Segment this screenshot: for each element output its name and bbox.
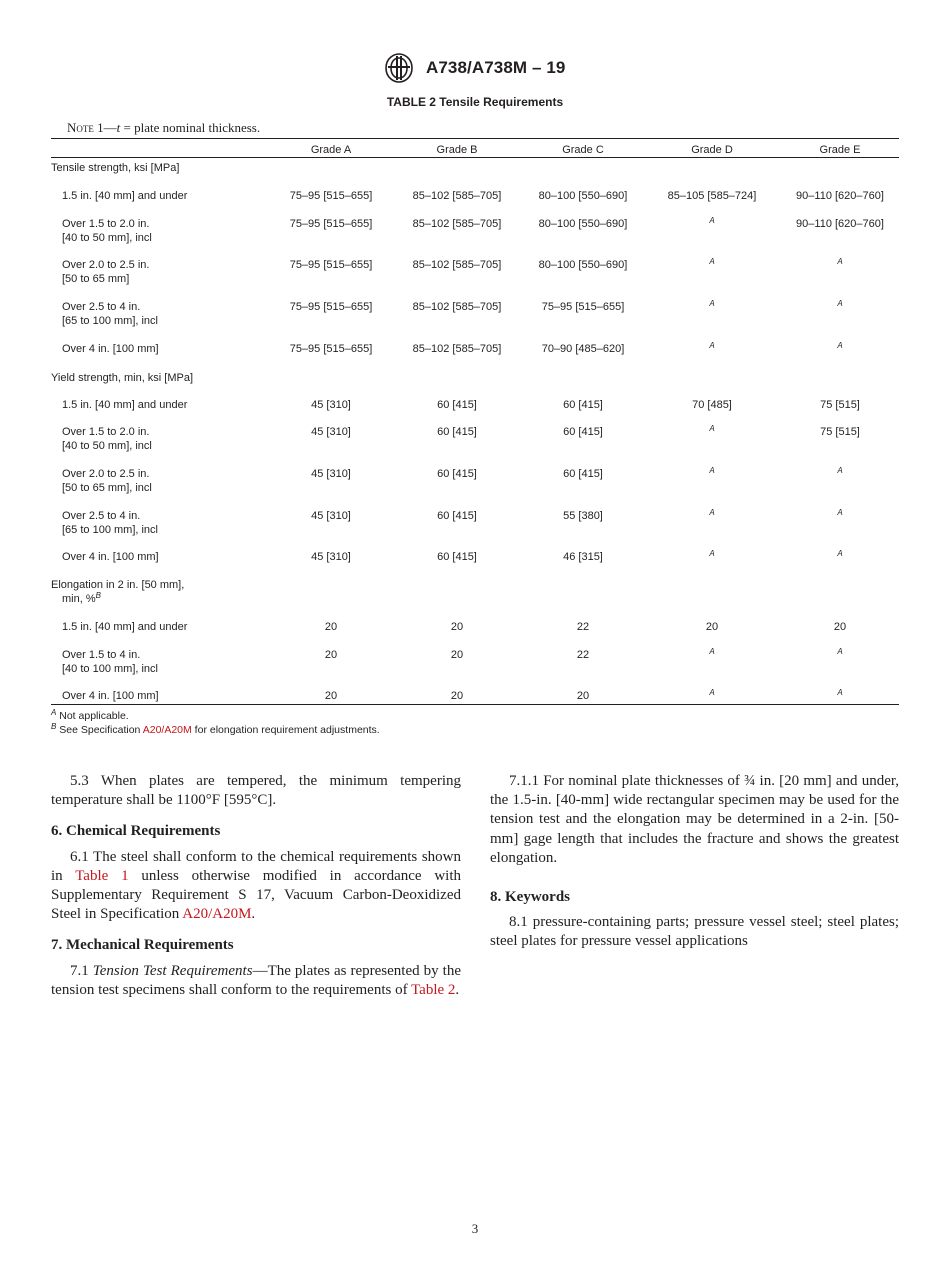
table-cell: 20 — [324, 621, 338, 633]
row-label-line2: [40 to 50 mm], incl — [62, 232, 152, 244]
not-applicable-mark: A — [837, 647, 843, 656]
not-applicable-mark: A — [709, 549, 715, 558]
not-applicable-mark: A — [837, 257, 843, 266]
footnote-b — [51, 724, 380, 736]
table-cell: 60 [415] — [563, 399, 603, 411]
paragraph-7-1-1: 7.1.1 For nominal plate thicknesses of ¾ in. [20 mm] and under, the 1.5-in. [40-mm] wide rectangular specimen may be used for the tension test and the elongation may be determined in a 2-in. [50-mm] gage length that includes the fracture and shows the greatest elongation. — [490, 773, 899, 866]
table-bottom-rule — [51, 704, 899, 705]
section-label-1 — [51, 371, 193, 385]
table-cell: 75–95 [515–655] — [289, 218, 373, 230]
row-label-line1: Over 2.0 to 2.5 in. — [62, 468, 150, 480]
paragraph-8-1: 8.1 pressure-containing parts; pressure vessel steel; steel plates; steel plates for pressure vessel applications — [490, 914, 899, 950]
table-cell: 20 — [324, 649, 338, 661]
table-cell: 85–102 [585–705] — [412, 301, 502, 313]
not-applicable-mark: A — [709, 299, 715, 308]
heading-section-6: 6. Chemical Requirements — [51, 823, 221, 840]
paragraph-7-1-text-a: —The plates as represented by the tension test specimens shall conform to the requirements of — [51, 962, 462, 998]
table-cell: 80–100 [550–690] — [538, 190, 628, 202]
table-cell: 55 [380] — [563, 510, 603, 522]
row-label-line2: [65 to 100 mm], incl — [62, 524, 158, 536]
footnote-b-link[interactable]: A20/A20M — [142, 724, 192, 736]
row-label — [62, 689, 159, 703]
heading-section-8: 8. Keywords — [490, 889, 570, 906]
footnote-a — [51, 710, 129, 722]
row-label — [62, 217, 152, 245]
table-cell: 75–95 [515–655] — [289, 343, 373, 355]
row-label — [62, 300, 158, 328]
row-label-line1: Over 2.5 to 4 in. — [62, 301, 141, 313]
row-label-line1: Over 1.5 to 4 in. — [62, 649, 141, 661]
table-cell: 60 [415] — [563, 426, 603, 438]
table-cell: 75–95 [515–655] — [289, 190, 373, 202]
row-label-line1: Over 1.5 to 2.0 in. — [62, 218, 150, 230]
section-label-text: Yield strength, min, ksi [MPa] — [51, 372, 194, 384]
table-cell: 45 [310] — [311, 551, 351, 563]
table-cell: 85–105 [585–724] — [667, 190, 757, 202]
not-applicable-mark: A — [837, 688, 843, 697]
table-cell: 75 [515] — [820, 399, 860, 411]
table-cell: 90–110 [620–760] — [796, 190, 884, 202]
row-label-line1: Over 2.5 to 4 in. — [62, 510, 141, 522]
table-cell: 60 [415] — [437, 510, 477, 522]
row-label-line2: [40 to 50 mm], incl — [62, 440, 152, 452]
row-label-line1: Over 1.5 to 2.0 in. — [62, 426, 150, 438]
paragraph-7-1-number: 7.1 — [70, 962, 93, 979]
row-label — [62, 620, 187, 634]
heading-section-7: 7. Mechanical Requirements — [51, 937, 234, 954]
column-header-grade-e: Grade E — [819, 144, 861, 156]
paragraph-6-1 — [51, 848, 461, 925]
row-label-line2: [40 to 100 mm], incl — [62, 663, 158, 675]
row-label — [62, 550, 159, 564]
section-label-text: Tensile strength, ksi [MPa] — [51, 162, 180, 174]
document-designation: A738/A738M – 19 — [426, 58, 566, 77]
table-cell: 45 [310] — [311, 399, 351, 411]
not-applicable-mark: A — [837, 549, 843, 558]
not-applicable-mark: A — [709, 424, 715, 433]
not-applicable-mark: A — [837, 341, 843, 350]
paragraph-7-1-text-b: . — [455, 981, 460, 998]
table-cell: 85–102 [585–705] — [412, 343, 502, 355]
row-label-line2: [50 to 65 mm], incl — [62, 482, 152, 494]
row-label-line1: Over 4 in. [100 mm] — [62, 551, 159, 563]
table-cell: 60 [415] — [437, 399, 477, 411]
astm-logo-icon — [382, 52, 416, 84]
table-cell: 75–95 [515–655] — [289, 301, 373, 313]
left-column — [51, 772, 461, 1000]
table-cell: 75–95 [515–655] — [541, 301, 625, 313]
table-cell: 20 — [576, 690, 590, 702]
table-cell: 45 [310] — [311, 468, 351, 480]
note-text: = plate nominal thickness. — [120, 120, 261, 135]
column-header-grade-b: Grade B — [436, 144, 478, 156]
row-label — [62, 648, 158, 676]
table-cell: 20 — [705, 621, 719, 633]
right-column — [490, 772, 899, 952]
not-applicable-mark: A — [709, 341, 715, 350]
paragraph-7-1 — [51, 962, 461, 1000]
table-cell: 22 — [576, 649, 590, 661]
table-cell: 46 [315] — [563, 551, 603, 563]
row-label — [62, 425, 152, 453]
row-label — [62, 509, 158, 537]
row-label — [62, 398, 187, 412]
table-cell: 60 [415] — [437, 551, 477, 563]
row-label-line2: [65 to 100 mm], incl — [62, 315, 158, 327]
footnote-b-mark: B — [51, 722, 57, 731]
footnote-b-text-pre: See Specification — [56, 724, 143, 736]
row-label-line2: [50 to 65 mm] — [62, 273, 130, 285]
section-label-line2: min, % — [62, 593, 96, 605]
table-cell: 90–110 [620–760] — [796, 218, 884, 230]
row-label — [62, 258, 149, 286]
note-separator: — — [103, 120, 117, 135]
footnote-b-text-post: for elongation requirement adjustments. — [191, 724, 380, 736]
not-applicable-mark: A — [709, 257, 715, 266]
column-header-grade-d: Grade D — [691, 144, 733, 156]
table-cell: 20 — [450, 690, 464, 702]
a20-a20m-link[interactable]: A20/A20M — [182, 906, 252, 923]
not-applicable-mark: A — [837, 299, 843, 308]
table-cell: 22 — [576, 621, 590, 633]
table-cell: 80–100 [550–690] — [538, 218, 628, 230]
row-label-line1: 1.5 in. [40 mm] and under — [62, 190, 188, 202]
page-header — [0, 50, 950, 86]
section-label-0 — [51, 161, 179, 175]
table-cell: 85–102 [585–705] — [412, 218, 502, 230]
row-label-line1: Over 4 in. [100 mm] — [62, 343, 159, 355]
page-number: 3 — [471, 1221, 479, 1236]
table-title: TABLE 2 Tensile Requirements — [386, 95, 564, 109]
row-label-line1: 1.5 in. [40 mm] and under — [62, 399, 188, 411]
table-cell: 75 [515] — [820, 426, 860, 438]
table-cell: 60 [415] — [437, 426, 477, 438]
not-applicable-mark: A — [837, 508, 843, 517]
row-label-line1: 1.5 in. [40 mm] and under — [62, 621, 188, 633]
column-header-grade-c: Grade C — [562, 144, 604, 156]
not-applicable-mark: A — [709, 216, 715, 225]
table-cell: 70–90 [485–620] — [541, 343, 625, 355]
not-applicable-mark: A — [709, 688, 715, 697]
paragraph-6-1-text-c: . — [251, 906, 256, 923]
paragraph-5-3: 5.3 When plates are tempered, the minimum tempering temperature shall be 1100°F [595°C]. — [51, 773, 461, 809]
paragraph-6-1-text-a: 6.1 The steel shall conform to the chemical requirements shown in — [51, 848, 461, 884]
table-cell: 20 — [324, 690, 338, 702]
section-label-2 — [51, 578, 184, 606]
section-label-text: Elongation in 2 in. [50 mm], — [51, 579, 185, 591]
column-header-grade-a: Grade A — [310, 144, 352, 156]
note-label: Note 1 — [67, 120, 104, 135]
table-cell: 75–95 [515–655] — [289, 259, 373, 271]
table-cell: 60 [415] — [563, 468, 603, 480]
table-cell: 85–102 [585–705] — [412, 259, 502, 271]
table-cell: 45 [310] — [311, 510, 351, 522]
table-cell: 85–102 [585–705] — [412, 190, 502, 202]
table-cell: 60 [415] — [437, 468, 477, 480]
not-applicable-mark: A — [837, 466, 843, 475]
not-applicable-mark: A — [709, 647, 715, 656]
paragraph-7-1-title: Tension Test Requirements — [92, 962, 253, 979]
paragraph-6-1-text-b: unless otherwise modified in accordance with Supplementary Requirement S 17, Vacuum Carbon-Deoxidized Steel in Specification — [51, 867, 462, 923]
footnote-a-mark: A — [51, 708, 57, 717]
table-cell: 20 — [833, 621, 847, 633]
table-header-rule — [51, 157, 899, 158]
row-label — [62, 189, 187, 203]
table-note — [67, 120, 260, 136]
not-applicable-mark: A — [709, 508, 715, 517]
table-cell: 20 — [450, 649, 464, 661]
note-variable: t — [116, 120, 121, 135]
row-label-line1: Over 2.0 to 2.5 in. — [62, 259, 150, 271]
table-2-link[interactable]: Table 2 — [411, 981, 456, 998]
table-cell: 70 [485] — [692, 399, 732, 411]
row-label — [62, 342, 159, 356]
table-top-rule — [51, 138, 899, 139]
table-cell: 45 [310] — [311, 426, 351, 438]
row-label — [62, 467, 152, 495]
not-applicable-mark: A — [709, 466, 715, 475]
table-cell: 80–100 [550–690] — [538, 259, 628, 271]
row-label-line1: Over 4 in. [100 mm] — [62, 690, 159, 702]
table-cell: 20 — [450, 621, 464, 633]
table-1-link[interactable]: Table 1 — [75, 867, 129, 884]
footnote-a-text: Not applicable. — [56, 710, 129, 722]
section-label-footnote-mark: B — [95, 591, 101, 600]
